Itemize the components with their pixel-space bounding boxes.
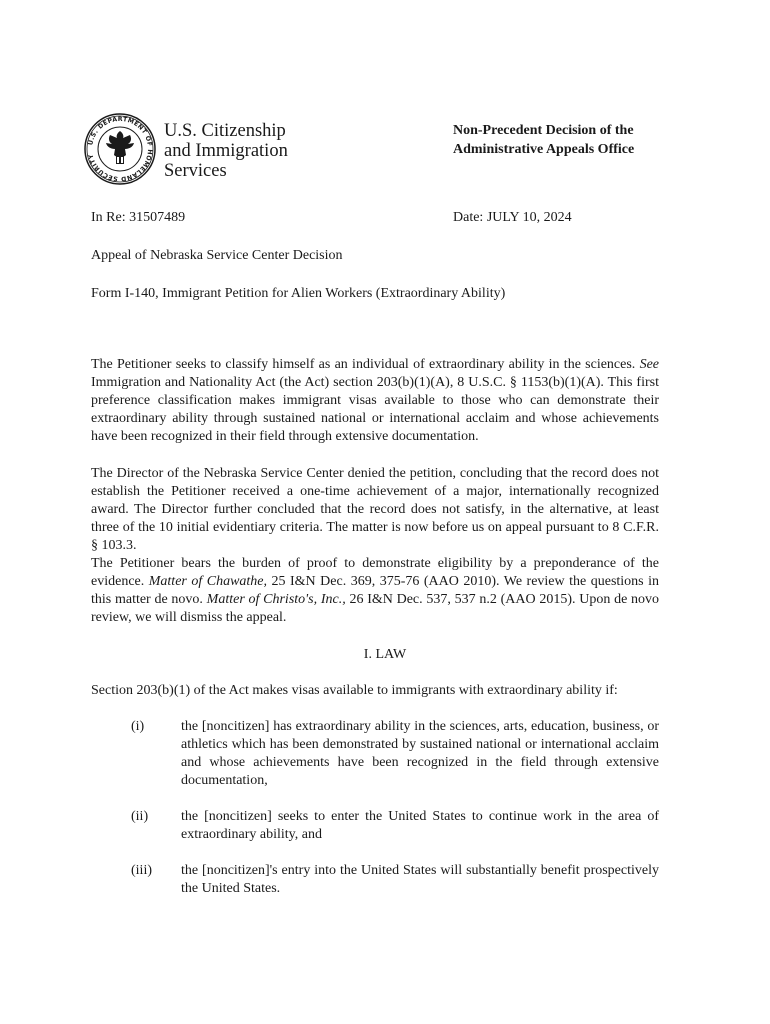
agency-line-1: U.S. Citizenship bbox=[164, 121, 286, 141]
criterion-text: the [noncitizen] has extraordinary ability in the sciences, arts, education, business, or athletics which has been demonstrated by sustained national or international acclaim and whose achievements have been recognized in the field through extensive documentation, bbox=[181, 719, 659, 788]
paragraph-burden-text-2: 25 I&N Dec. 369, 375-76 (AAO 2010). We review the questions in this matter de novo. bbox=[91, 574, 660, 607]
paragraph-intro bbox=[91, 356, 659, 446]
criterion-text: the [noncitizen]'s entry into the United States will substantially benefit prospectively the United States. bbox=[181, 863, 659, 896]
paragraph-director: The Director of the Nebraska Service Center denied the petition, concluding that the record does not establish the Petitioner received a one-time achievement of a major, internationally recognized award. The Director further concluded that the record does not satisfy, in the alternative, at least three of the 10 initial evidentiary criteria. The matter is now before us on appeal pursuant to 8 C.F.R. § 103.3. bbox=[91, 466, 659, 553]
section-heading: I. LAW bbox=[363, 647, 407, 662]
criterion-text: the [noncitizen] seeks to enter the United States to continue work in the area of extraordinary ability, and bbox=[181, 809, 659, 842]
paragraph-burden-text: The Petitioner bears the burden of proof to demonstrate eligibility by a preponderance of the evidence. bbox=[91, 556, 659, 589]
paragraph-burden-text-3: 26 I&N Dec. 537, 537 n.2 (AAO 2015). Upon de novo review, we will dismiss the appeal. bbox=[91, 592, 660, 625]
form-line: Form I-140, Immigrant Petition for Alien Workers (Extraordinary Ability) bbox=[91, 286, 506, 301]
appeal-line: Appeal of Nebraska Service Center Decision bbox=[91, 248, 343, 263]
paragraph-burden bbox=[91, 555, 659, 627]
decision-heading-line-2: Administrative Appeals Office bbox=[453, 142, 635, 157]
paragraph-intro-text: The Petitioner seeks to classify himself as an individual of extraordinary ability in the sciences. bbox=[91, 357, 636, 372]
decision-heading bbox=[453, 121, 634, 159]
agency-line-3: Services bbox=[164, 161, 227, 181]
decision-heading-line-1: Non-Precedent Decision of the bbox=[453, 123, 634, 138]
citation-see: See bbox=[639, 357, 659, 372]
citation-christos: Matter of Christo's, Inc., bbox=[206, 592, 346, 607]
paragraph-intro-text-2: Immigration and Nationality Act (the Act) section 203(b)(1)(A), 8 U.S.C. § 1153(b)(1)(A). This first preference classification makes immigrant visas available to those who can demonstrate their extraordinary ability through sustained national or international acclaim and whose achievements have been recognized in their field through extensive documentation. bbox=[91, 375, 659, 444]
criterion-number: (ii) bbox=[131, 809, 149, 824]
dhs-seal-icon bbox=[84, 113, 156, 185]
criterion-number: (iii) bbox=[131, 863, 152, 878]
law-intro: Section 203(b)(1) of the Act makes visas available to immigrants with extraordinary ability if: bbox=[91, 683, 618, 698]
criterion-number: (i) bbox=[131, 719, 145, 734]
agency-name bbox=[164, 121, 288, 181]
svg-text:U.S. DEPARTMENT OF HOMELAND SE: U.S. DEPARTMENT OF HOMELAND SECURITY bbox=[87, 115, 154, 183]
agency-line-2: and Immigration bbox=[164, 141, 288, 161]
citation-chawathe: Matter of Chawathe, bbox=[148, 574, 268, 589]
decision-date: Date: JULY 10, 2024 bbox=[453, 210, 572, 225]
case-number: In Re: 31507489 bbox=[91, 210, 186, 225]
